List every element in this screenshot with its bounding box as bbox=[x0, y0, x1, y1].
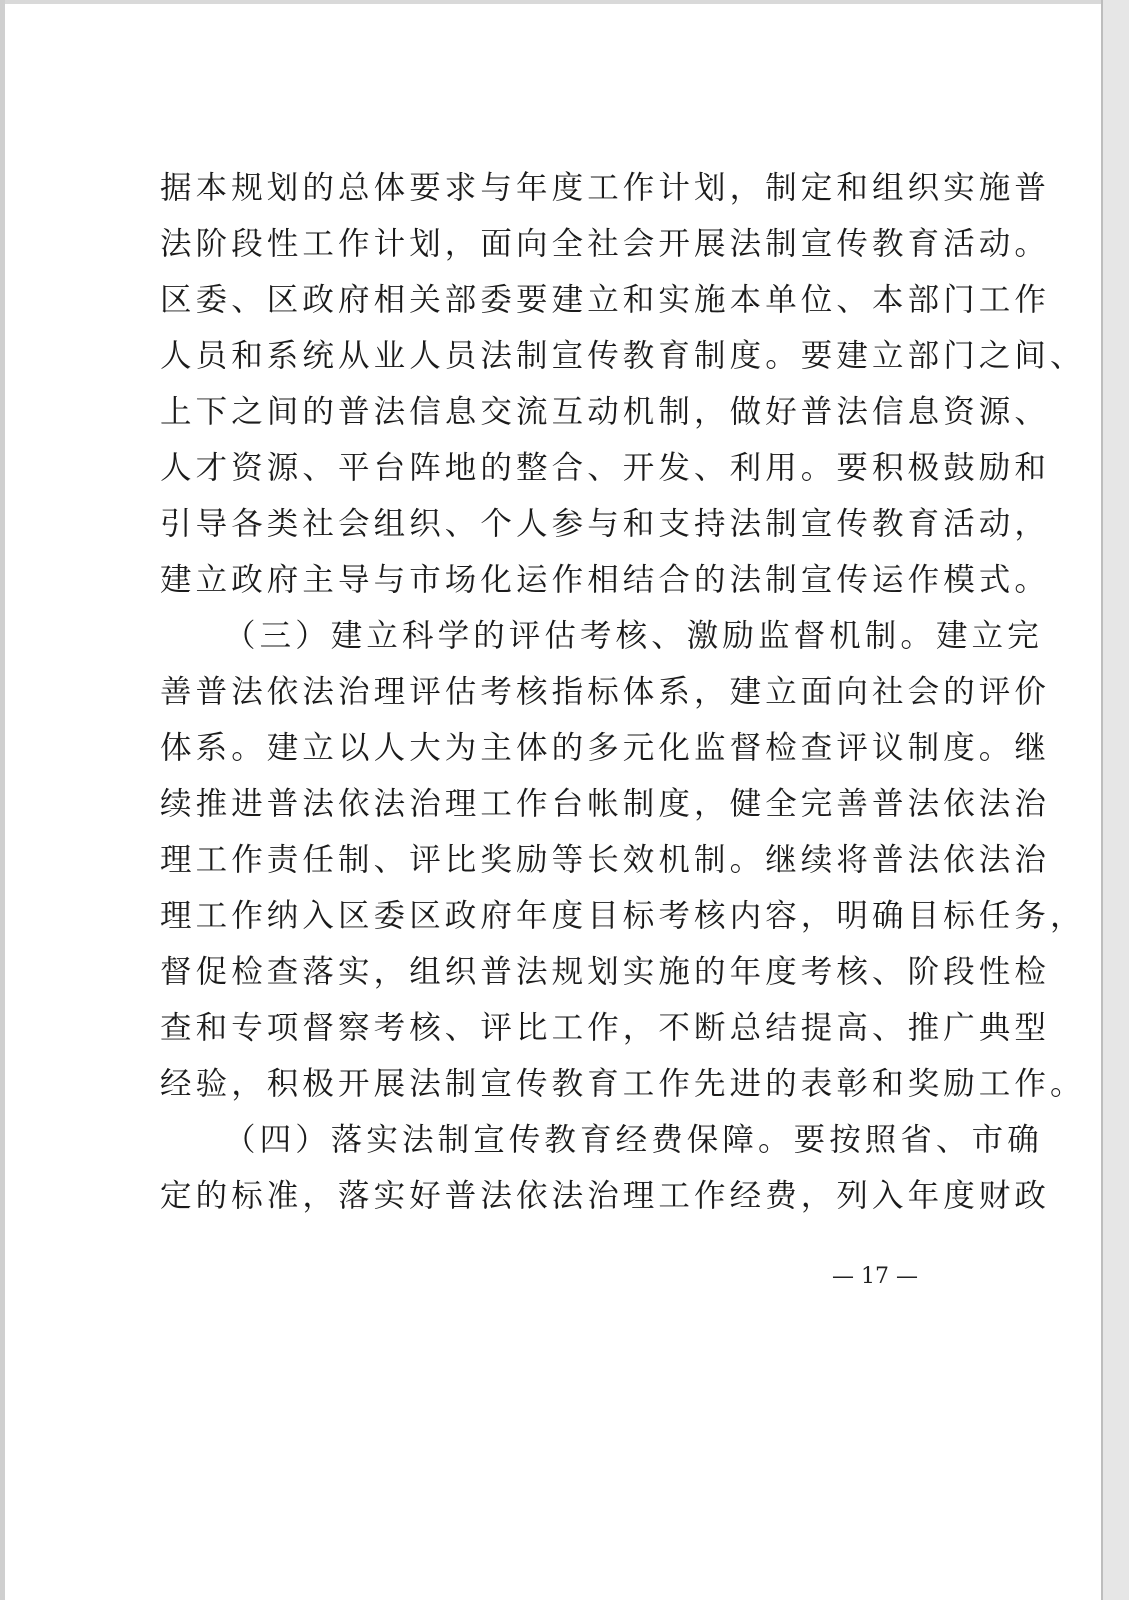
text-line: 体系。建立以人大为主体的多元化监督检查评议制度。继 bbox=[160, 730, 1051, 766]
document-body bbox=[160, 160, 1086, 1224]
text-line: 理工作纳入区委区政府年度目标考核内容，明确目标任务， bbox=[160, 898, 1086, 934]
text-line: 区委、区政府相关部委要建立和实施本单位、本部门工作 bbox=[160, 282, 1051, 318]
section-heading-line: （三）建立科学的评估考核、激励监督机制。建立完 bbox=[224, 618, 1043, 654]
text-line: 督促检查落实，组织普法规划实施的年度考核、阶段性检 bbox=[160, 954, 1051, 990]
text-line: 引导各类社会组织、个人参与和支持法制宣传教育活动， bbox=[160, 506, 1051, 542]
text-line: 查和专项督察考核、评比工作，不断总结提高、推广典型 bbox=[160, 1010, 1051, 1046]
text-line: 善普法依法治理评估考核指标体系，建立面向社会的评价 bbox=[160, 674, 1051, 710]
text-line: 定的标准，落实好普法依法治理工作经费，列入年度财政 bbox=[160, 1178, 1051, 1214]
text-line: 续推进普法依法治理工作台帐制度，健全完善普法依法治 bbox=[160, 786, 1051, 822]
text-line: 人员和系统从业人员法制宣传教育制度。要建立部门之间、 bbox=[160, 338, 1086, 374]
scan-edge-right bbox=[1103, 0, 1129, 1600]
page-number: — 17 — bbox=[832, 1264, 918, 1289]
text-line: 据本规划的总体要求与年度工作计划，制定和组织实施普 bbox=[160, 170, 1051, 206]
text-line: 法阶段性工作计划，面向全社会开展法制宣传教育活动。 bbox=[160, 226, 1051, 262]
section-heading-line: （四）落实法制宣传教育经费保障。要按照省、市确 bbox=[224, 1122, 1043, 1158]
text-line: 理工作责任制、评比奖励等长效机制。继续将普法依法治 bbox=[160, 842, 1051, 878]
text-line: 经验，积极开展法制宣传教育工作先进的表彰和奖励工作。 bbox=[160, 1066, 1086, 1102]
text-line: 上下之间的普法信息交流互动机制，做好普法信息资源、 bbox=[160, 394, 1051, 430]
text-line: 建立政府主导与市场化运作相结合的法制宣传运作模式。 bbox=[160, 562, 1051, 598]
text-line: 人才资源、平台阵地的整合、开发、利用。要积极鼓励和 bbox=[160, 450, 1051, 486]
